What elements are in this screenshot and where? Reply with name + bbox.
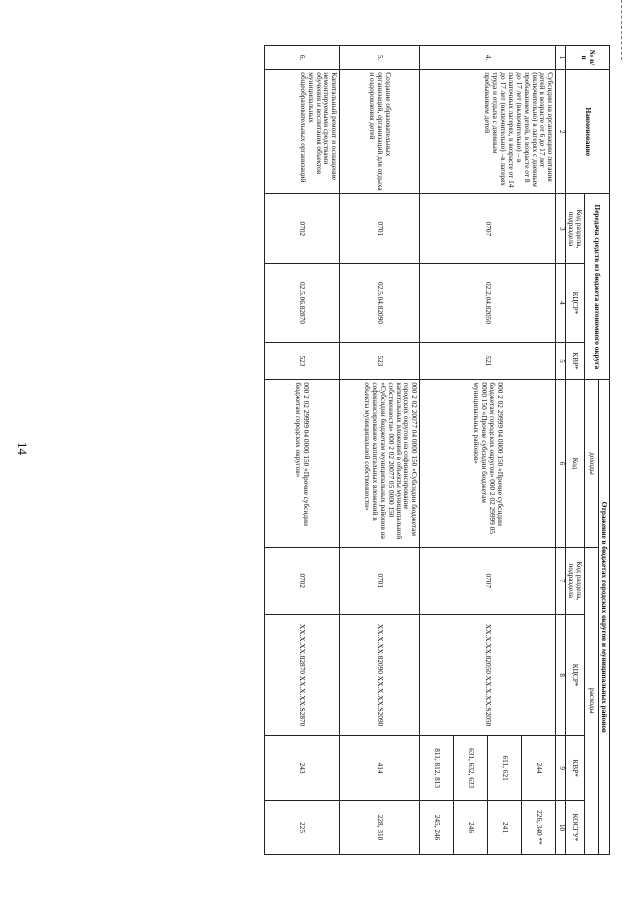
table-row [522,46,556,855]
row-no: 5. [340,46,420,70]
header-transfer-kod: Код раздела, подраздела [566,194,585,264]
row-transfer-kcsr: 02.2.04.82050 [420,264,556,342]
row-name: Субсидии на организацию питания детей в возрасте от 6 до 17 лет (включительно) в лагерях с дневным пребыванием детей, в возрасте от 8 до 17 лет (включительно) – в палаточных лагерях, в возрасте от 14 до 17 лет (включительно) –в лагерях труда и отдыха с дневным пребыванием детей [420,70,556,194]
header-expense: расходы [585,547,599,854]
row-transfer-kod: 0701 [340,194,420,264]
row-name: Капитальный ремонт и оснащение немонтируемыми средствами обучения и воспитания объектов муниципальных общеобразовательных организаций [265,70,340,194]
header-income-kod: Код [566,380,585,547]
header-income: доходы [585,380,599,547]
budget-table [264,45,610,855]
row-expense-kcsr: ХХ.Х.ХХ.82050 ХХ.Х.ХХ.S2050 [420,614,556,735]
row-transfer-kod: 0702 [265,194,340,264]
row-income-kod: 000 2 02 20077 04 0000 150 «Субсидии бюджетам городских округов на софинансирование капитальных вложений в объекты муниципальной собственности» 000 2 02 20077 05 0000 150 «Субсидии бюджетам муниципальных районов на софинансирование капитальных вложений в объекты муниципальной собственности» [340,380,420,547]
row-expense-kod: 0707 [420,547,556,614]
page-number: 14 [15,442,30,455]
colnum: 3 [556,194,566,264]
row-expense-kcsr: ХХ.Х.ХХ.82870 ХХ.Х.ХХ.S2870 [265,614,340,735]
colnum: 6 [556,380,566,547]
row-expense-kod: 0702 [265,547,340,614]
colnum: 10 [556,800,566,854]
row-transfer-kvr: 521 [420,342,556,380]
header-no: № п/п [566,46,610,70]
row-no: 4. [420,46,556,70]
row-income-kod: 000 2 02 29999 04 0000 150 «Прочие субсидии бюджетам городских округов» 000 2 02 29999 05 0000 150 «Прочие субсидии бюджетам муниципальных районов» [420,380,556,547]
header-transfer-kcsr: КЦСР* [566,264,585,342]
row-transfer-kvr: 523 [265,342,340,380]
header-name: Наименование [566,70,610,194]
header-expense-kvr: КВР* [566,736,585,801]
row-expense-kosgu: 225 [265,800,340,854]
colnum: 9 [556,736,566,801]
row-expense-kcsr: ХХ.Х.ХХ.82090 ХХ.Х.ХХ.S2090 [340,614,420,735]
row-name: Создание образовательных организаций, организаций для отдыха и оздоровления детей [340,70,420,194]
row-expense-kvr: 244 [522,736,556,801]
row-expense-kvr: 631, 632, 633 [454,736,488,801]
row-transfer-kvr: 523 [340,342,420,380]
row-expense-kvr: 811, 812, 813 [420,736,454,801]
header-expense-kosgu: КОСГУ* [566,800,585,854]
row-expense-kosgu: 228, 310 [340,800,420,854]
row-expense-kosgu: 245, 246 [420,800,454,854]
row-transfer-kcsr: 02.5.06.82870 [265,264,340,342]
header-expense-kod: Код раздела, подраздела [566,547,585,614]
header-expense-kcsr: КЦСР* [566,614,585,735]
colnum: 2 [556,70,566,194]
row-expense-kvr: 611, 621 [488,736,522,801]
cut-line [621,0,622,60]
row-transfer-kod: 0707 [420,194,556,264]
row-transfer-kcsr: 02.5.04.82090 [340,264,420,342]
row-expense-kod: 0701 [340,547,420,614]
colnum: 7 [556,547,566,614]
colnum: 1 [556,46,566,70]
rotated-table-container [264,45,610,855]
row-expense-kvr: 243 [265,736,340,801]
table-row [265,46,340,855]
header-transfer-kvr: КВР* [566,342,585,380]
row-no: 6. [265,46,340,70]
header-reflection: Отражение в бюджетах городских округов и муниципальных районов [599,380,610,855]
row-expense-kosgu: 241 [488,800,522,854]
row-expense-kvr: 414 [340,736,420,801]
row-income-kod: 000 2 02 29999 04 0000 150 «Прочие субсидии бюджетам городских округов» [265,380,340,547]
table-row [340,46,420,855]
row-expense-kosgu: 226, 340 ** [522,800,556,854]
colnum: 5 [556,342,566,380]
header-transfer: Передача средств из бюджета автономного округа [585,194,610,380]
colnum: 8 [556,614,566,735]
colnum: 4 [556,264,566,342]
row-expense-kosgu: 246 [454,800,488,854]
